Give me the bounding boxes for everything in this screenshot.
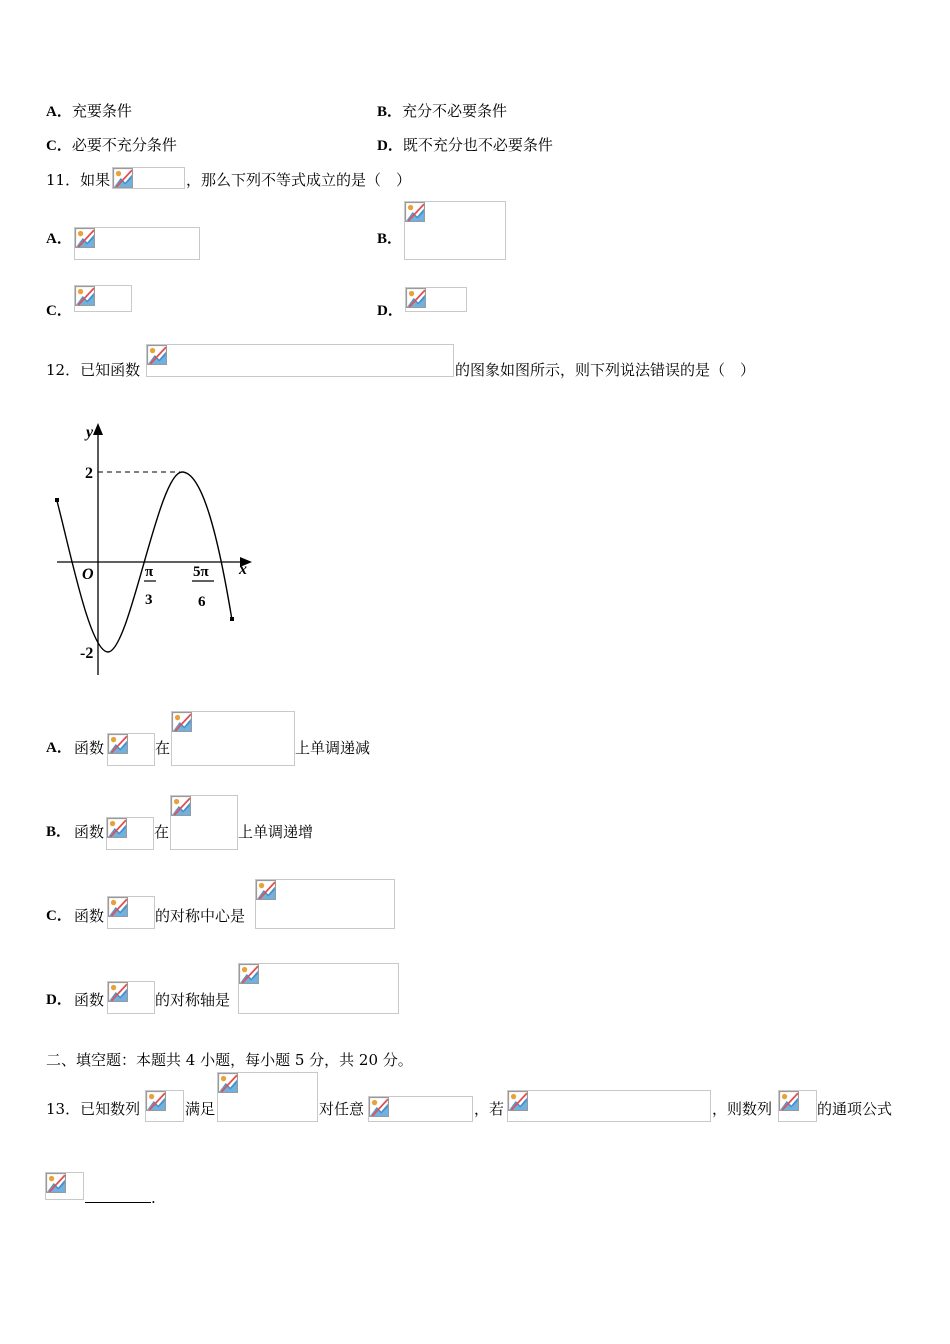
- y-tick-neg2: -2: [80, 645, 94, 662]
- broken-image: [112, 167, 185, 189]
- broken-image-icon: [75, 286, 95, 306]
- broken-image-icon: [46, 1173, 66, 1193]
- broken-image-icon: [406, 288, 426, 308]
- option-text: 既不充分也不必要条件: [402, 136, 553, 154]
- q11-option-a-label: A．: [46, 231, 72, 247]
- broken-image: [405, 287, 467, 312]
- curve-endpoint: [55, 498, 59, 502]
- broken-image: [238, 963, 399, 1014]
- q12-option-a-prefix: 函数: [74, 739, 105, 757]
- function-graph: [40, 415, 270, 690]
- broken-image: [107, 981, 155, 1014]
- broken-image: [45, 1172, 84, 1200]
- broken-image: [170, 795, 238, 850]
- q11-option-b-label: B．: [377, 231, 403, 247]
- broken-image: [171, 711, 295, 766]
- origin-label: O: [82, 566, 94, 583]
- broken-image: [255, 879, 395, 929]
- broken-image: [507, 1090, 711, 1122]
- q12-lead: [46, 360, 140, 380]
- question-text: 已知函数: [80, 361, 141, 379]
- q11-stem: ，那么下列不等式成立的是（ ）: [186, 171, 412, 189]
- broken-image-icon: [146, 1091, 166, 1111]
- broken-image-icon: [107, 818, 127, 838]
- broken-image-icon: [405, 202, 425, 222]
- broken-image-icon: [779, 1091, 799, 1111]
- y-tick-2: 2: [85, 465, 93, 482]
- section-title: 二、填空题：本题共 4 小题，每小题 5 分，共 20 分。: [46, 1051, 413, 1069]
- broken-image-icon: [256, 880, 276, 900]
- option-label: C．: [46, 138, 72, 154]
- q10-option-a: [46, 101, 132, 122]
- option-label: D．: [377, 138, 403, 154]
- broken-image-icon: [75, 228, 95, 248]
- broken-image-icon: [172, 712, 192, 732]
- broken-image-icon: [147, 345, 167, 365]
- q10-option-c: [46, 135, 177, 156]
- broken-image-icon: [508, 1091, 528, 1111]
- q13-end: .: [151, 1189, 156, 1207]
- option-label: A．: [46, 104, 72, 120]
- q12-option-d-label: D．: [46, 992, 72, 1008]
- q12-option-a-label: A．: [46, 740, 72, 756]
- broken-image-icon: [218, 1073, 238, 1093]
- q12-option-b-suffix: 上单调递增: [238, 823, 314, 841]
- q12-option-b-prefix: 函数: [74, 823, 105, 841]
- q12-option-c-label: C．: [46, 908, 72, 924]
- q13-text-2: 满足: [185, 1100, 216, 1118]
- q11-option-c-label: C．: [46, 303, 72, 319]
- curve-endpoint: [230, 617, 234, 621]
- q12-stem: 的图象如图所示，则下列说法错误的是（ ）: [455, 361, 756, 379]
- broken-image: [368, 1096, 473, 1122]
- q12-option-a-suffix: 上单调递减: [295, 739, 371, 757]
- q12-option-b-label: B．: [46, 824, 72, 840]
- broken-image: [106, 817, 154, 850]
- q10-option-b: [377, 101, 507, 122]
- q11-option-d-label: D．: [377, 303, 403, 319]
- option-text: 充要条件: [71, 102, 132, 120]
- broken-image-icon: [171, 796, 191, 816]
- question-number: 12．: [46, 361, 81, 379]
- broken-image: [778, 1090, 817, 1122]
- question-number: 13．: [46, 1100, 81, 1118]
- q13-text-6: 的通项公式: [817, 1100, 893, 1118]
- broken-image: [217, 1072, 318, 1122]
- broken-image: [107, 896, 155, 929]
- q11-lead: [46, 170, 110, 190]
- q12-option-c-prefix: 函数: [74, 907, 105, 925]
- question-number: 11．: [46, 171, 81, 189]
- option-label: B．: [377, 104, 403, 120]
- q13-answer-line: [85, 1186, 156, 1208]
- x-tick-pi-3-num: π: [145, 564, 154, 580]
- broken-image-icon: [108, 734, 128, 754]
- broken-image-icon: [113, 168, 133, 188]
- answer-blank[interactable]: [85, 1186, 151, 1203]
- q12-option-d-prefix: 函数: [74, 991, 105, 1009]
- q13-lead: [46, 1099, 140, 1119]
- option-text: 必要不充分条件: [71, 136, 177, 154]
- q13-text-4: ，若: [474, 1100, 505, 1118]
- x-axis-label: x: [239, 561, 247, 578]
- broken-image: [74, 285, 132, 312]
- q13-text-5: ，则数列: [712, 1100, 773, 1118]
- broken-image-icon: [108, 982, 128, 1002]
- q13-text-3: 对任意: [319, 1100, 365, 1118]
- question-text: 如果: [80, 171, 111, 189]
- q12-option-b-mid: 在: [154, 823, 170, 841]
- x-tick-5pi-6-den: 6: [198, 594, 206, 610]
- x-tick-5pi-6-num: 5π: [193, 564, 209, 580]
- y-axis-label: y: [86, 424, 94, 441]
- broken-image-icon: [239, 964, 259, 984]
- q10-option-d: [377, 135, 553, 156]
- question-text: 已知数列: [80, 1100, 141, 1118]
- broken-image: [404, 201, 506, 260]
- option-text: 充分不必要条件: [402, 102, 508, 120]
- q12-option-d-mid: 的对称轴是: [155, 991, 231, 1009]
- broken-image-icon: [108, 897, 128, 917]
- x-tick-pi-3-den: 3: [145, 592, 153, 608]
- q12-option-a-mid: 在: [155, 739, 171, 757]
- broken-image: [145, 1090, 184, 1122]
- q12-option-c-mid: 的对称中心是: [155, 907, 246, 925]
- broken-image-icon: [369, 1097, 389, 1117]
- broken-image: [146, 344, 454, 377]
- broken-image: [107, 733, 155, 766]
- broken-image: [74, 227, 200, 260]
- y-axis-arrow: [93, 423, 103, 435]
